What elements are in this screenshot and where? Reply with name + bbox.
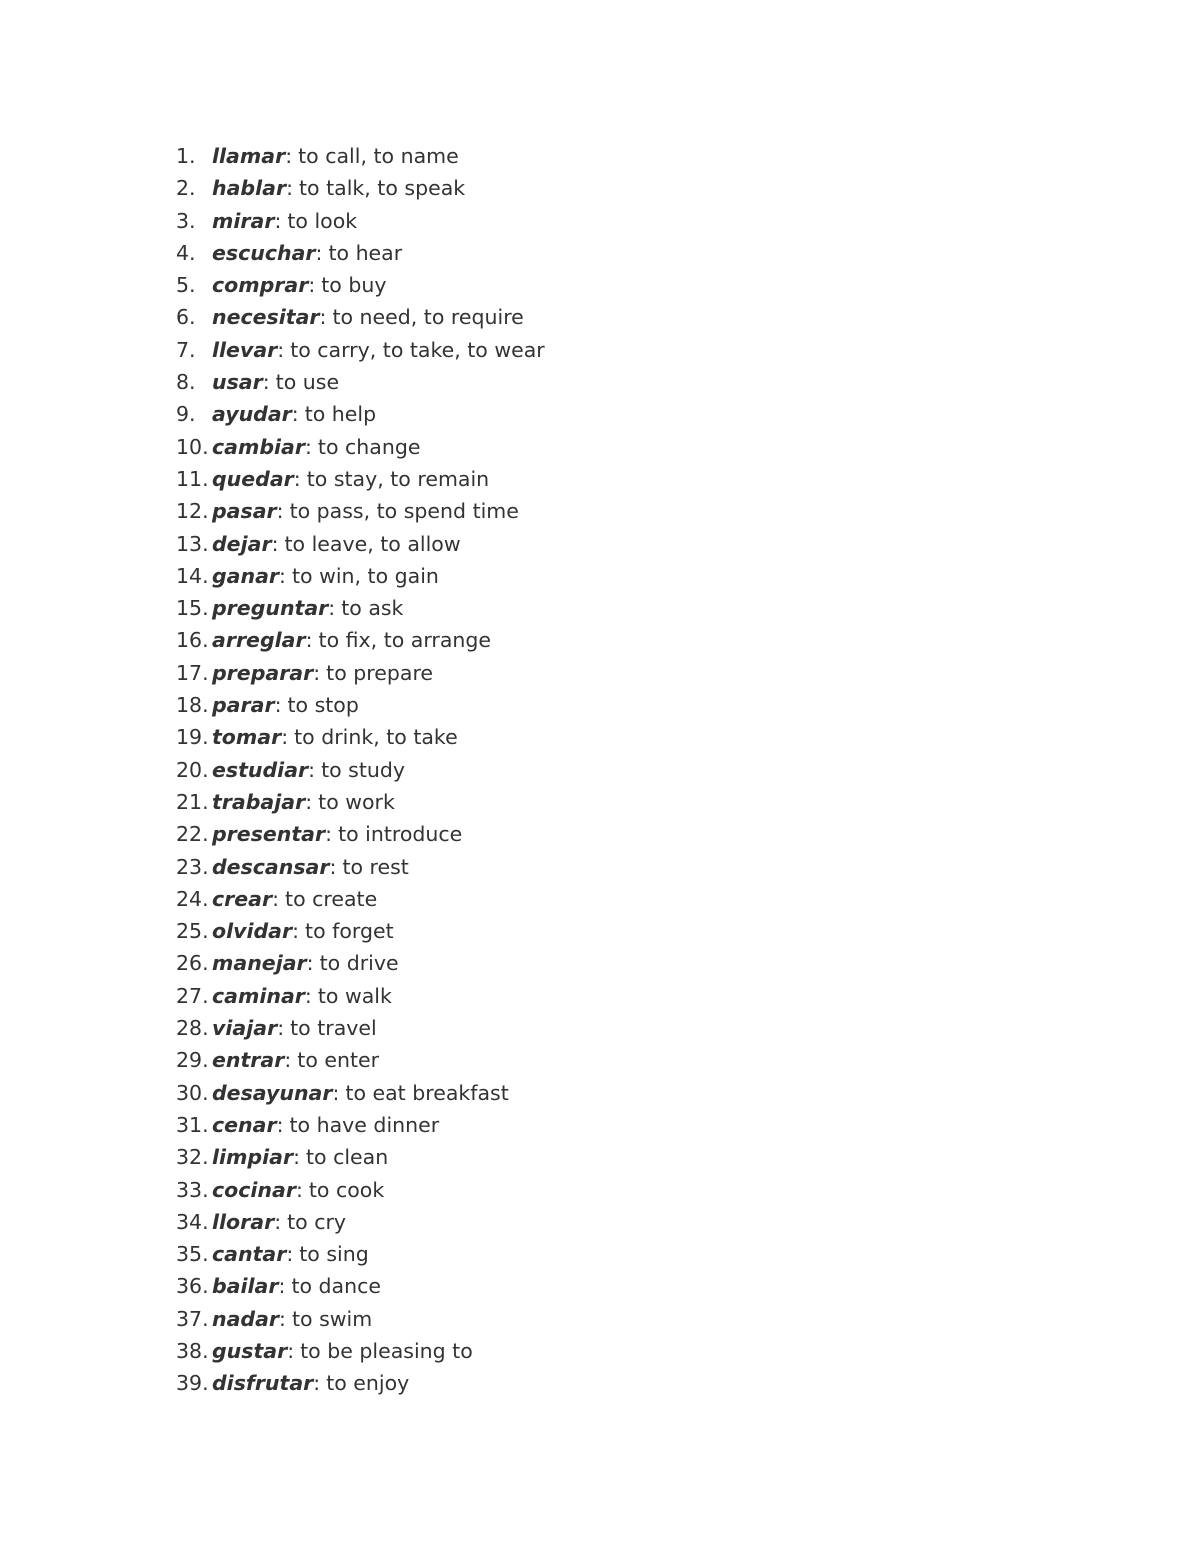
item-number: 36.: [176, 1274, 209, 1299]
separator-colon: :: [315, 240, 323, 265]
english-meaning: to drive: [319, 951, 399, 976]
separator-colon: :: [308, 273, 316, 298]
separator-colon: :: [325, 822, 333, 847]
list-item: [176, 1077, 545, 1109]
english-meaning: to have dinner: [289, 1112, 440, 1137]
item-number: 22.: [176, 822, 209, 847]
separator-colon: :: [277, 1016, 285, 1041]
item-number: 25.: [176, 919, 209, 944]
list-item: [176, 851, 545, 883]
spanish-verb: ayudar: [212, 402, 292, 427]
separator-colon: :: [277, 337, 285, 362]
item-number: 37.: [176, 1306, 209, 1331]
list-item: [176, 1174, 545, 1206]
item-number: 32.: [176, 1145, 209, 1170]
separator-colon: :: [305, 434, 312, 459]
item-number: 12.: [176, 499, 209, 524]
separator-colon: :: [304, 983, 312, 1008]
list-item: [176, 140, 545, 172]
spanish-verb: pasar: [212, 499, 277, 524]
spanish-verb: usar: [212, 370, 263, 395]
item-number: 39.: [176, 1371, 209, 1396]
separator-colon: :: [279, 563, 286, 588]
item-number: 16.: [176, 628, 209, 653]
list-item: [176, 721, 545, 753]
english-meaning: to eat breakfast: [345, 1080, 509, 1105]
separator-colon: :: [305, 789, 313, 814]
english-meaning: to introduce: [338, 822, 463, 847]
spanish-verb: necesitar: [212, 305, 320, 330]
english-meaning: to cook: [308, 1177, 385, 1202]
item-number: 18.: [176, 693, 209, 718]
item-number: 23.: [176, 854, 209, 879]
item-number: 1.: [176, 144, 196, 168]
item-number: 14.: [176, 563, 209, 588]
spanish-verb: preguntar: [212, 596, 329, 621]
list-item: [176, 1109, 545, 1141]
english-meaning: to change: [317, 434, 421, 459]
english-meaning: to hear: [328, 240, 403, 265]
separator-colon: :: [286, 1242, 294, 1267]
english-meaning: to enter: [297, 1048, 380, 1073]
english-meaning: to travel: [290, 1016, 377, 1041]
spanish-verb: mirar: [212, 208, 275, 233]
separator-colon: :: [262, 370, 270, 395]
english-meaning: to dance: [291, 1274, 381, 1299]
spanish-verb: presentar: [212, 822, 326, 847]
english-meaning: to forget: [305, 919, 394, 944]
separator-colon: :: [332, 1080, 340, 1105]
separator-colon: :: [286, 176, 293, 201]
separator-colon: :: [295, 1177, 303, 1202]
spanish-verb: entrar: [212, 1048, 285, 1073]
separator-colon: :: [293, 466, 301, 491]
separator-colon: :: [272, 886, 280, 911]
list-item: [176, 301, 545, 333]
item-number: 35.: [176, 1242, 209, 1267]
english-meaning: to swim: [291, 1306, 373, 1331]
item-number: 15.: [176, 596, 209, 621]
spanish-verb: llevar: [212, 337, 278, 362]
item-number: 29.: [176, 1048, 209, 1073]
item-number: 10.: [176, 434, 209, 459]
spanish-verb: viajar: [212, 1016, 278, 1041]
english-meaning: to clean: [305, 1145, 389, 1170]
separator-colon: :: [313, 660, 321, 685]
english-meaning: to drink, to take: [294, 725, 458, 750]
separator-colon: :: [274, 1209, 282, 1234]
item-number: 24.: [176, 886, 209, 911]
english-meaning: to study: [321, 757, 406, 782]
english-meaning: to work: [318, 789, 395, 814]
separator-colon: :: [278, 1274, 286, 1299]
list-item: [176, 269, 545, 301]
separator-colon: :: [274, 208, 282, 233]
list-item: [176, 431, 545, 463]
english-meaning: to ask: [341, 596, 404, 621]
spanish-verb: parar: [212, 693, 275, 718]
item-number: 4.: [176, 240, 196, 265]
english-meaning: to leave, to allow: [284, 531, 461, 556]
separator-colon: :: [292, 919, 300, 944]
list-item: [176, 1012, 545, 1044]
english-meaning: to stop: [287, 693, 359, 718]
list-item: [176, 1303, 545, 1335]
list-item: [176, 754, 545, 786]
english-meaning: to enjoy: [326, 1371, 410, 1396]
separator-colon: :: [319, 305, 327, 330]
item-number: 19.: [176, 725, 209, 750]
separator-colon: :: [293, 1145, 300, 1170]
spanish-verb: preparar: [212, 660, 314, 685]
item-number: 33.: [176, 1177, 209, 1202]
list-item: [176, 883, 545, 915]
spanish-verb: olvidar: [212, 919, 293, 944]
item-number: 13.: [176, 531, 209, 556]
english-meaning: to stay, to remain: [306, 466, 490, 491]
list-item: [176, 1141, 545, 1173]
spanish-verb: limpiar: [212, 1145, 294, 1170]
separator-colon: :: [274, 693, 282, 718]
separator-colon: :: [328, 596, 336, 621]
english-meaning: to be pleasing to: [300, 1338, 473, 1363]
separator-colon: :: [279, 1306, 286, 1331]
item-number: 31.: [176, 1112, 209, 1137]
separator-colon: :: [329, 854, 337, 879]
english-meaning: to walk: [317, 983, 392, 1008]
list-item: [176, 366, 545, 398]
spanish-verb: estudiar: [212, 757, 309, 782]
list-item: [176, 1238, 545, 1270]
spanish-verb: dejar: [212, 531, 272, 556]
separator-colon: :: [281, 725, 289, 750]
item-number: 28.: [176, 1016, 209, 1041]
item-number: 8.: [176, 370, 196, 395]
spanish-verb: crear: [212, 886, 273, 911]
english-meaning: to fix, to arrange: [318, 628, 492, 653]
item-number: 26.: [176, 951, 209, 976]
separator-colon: :: [305, 628, 313, 653]
list-item: [176, 495, 545, 527]
list-item: [176, 237, 545, 269]
item-number: 2.: [176, 176, 196, 201]
spanish-verb: ganar: [212, 563, 280, 588]
spanish-verb: quedar: [212, 466, 294, 491]
spanish-verb: nadar: [212, 1306, 280, 1331]
spanish-verb: cenar: [212, 1112, 277, 1137]
spanish-verb: caminar: [212, 983, 305, 1008]
list-item: [176, 915, 545, 947]
list-item: [176, 172, 545, 204]
item-number: 34.: [176, 1209, 209, 1234]
spanish-verb: manejar: [212, 951, 307, 976]
item-number: 5.: [176, 273, 196, 298]
english-meaning: to prepare: [326, 660, 434, 685]
english-meaning: to use: [275, 370, 340, 395]
english-meaning: to win, to gain: [291, 563, 439, 588]
verb-list: [176, 140, 545, 1400]
spanish-verb: arreglar: [212, 628, 306, 653]
separator-colon: :: [276, 499, 284, 524]
separator-colon: :: [291, 402, 299, 427]
list-item: [176, 1367, 545, 1399]
spanish-verb: cambiar: [212, 434, 305, 459]
list-item: [176, 1335, 545, 1367]
item-number: 20.: [176, 757, 209, 782]
english-meaning: to need, to require: [332, 305, 524, 330]
english-meaning: to pass, to spend time: [289, 499, 519, 524]
english-meaning: to create: [285, 886, 378, 911]
spanish-verb: bailar: [212, 1274, 279, 1299]
spanish-verb: gustar: [212, 1338, 288, 1363]
item-number: 30.: [176, 1080, 209, 1105]
separator-colon: :: [271, 531, 279, 556]
spanish-verb: cocinar: [212, 1177, 296, 1202]
item-number: 9.: [176, 402, 196, 427]
spanish-verb: tomar: [212, 725, 282, 750]
spanish-verb: escuchar: [212, 240, 316, 265]
list-item: [176, 689, 545, 721]
english-meaning: to cry: [287, 1209, 347, 1234]
spanish-verb: llamar: [212, 144, 286, 168]
spanish-verb: comprar: [212, 273, 309, 298]
item-number: 17.: [176, 660, 209, 685]
item-number: 11.: [176, 466, 209, 491]
list-item: [176, 592, 545, 624]
english-meaning: to talk, to speak: [299, 176, 466, 201]
item-number: 38.: [176, 1338, 209, 1363]
item-number: 6.: [176, 305, 196, 330]
list-item: [176, 624, 545, 656]
spanish-verb: desayunar: [212, 1080, 333, 1105]
list-item: [176, 947, 545, 979]
separator-colon: :: [285, 144, 293, 168]
separator-colon: :: [306, 951, 314, 976]
spanish-verb: descansar: [212, 854, 330, 879]
separator-colon: :: [308, 757, 316, 782]
english-meaning: to look: [287, 208, 358, 233]
list-item: [176, 1270, 545, 1302]
english-meaning: to sing: [299, 1242, 369, 1267]
spanish-verb: hablar: [212, 176, 287, 201]
english-meaning: to carry, to take, to wear: [290, 337, 545, 362]
list-item: [176, 334, 545, 366]
list-item: [176, 463, 545, 495]
list-item: [176, 1044, 545, 1076]
separator-colon: :: [313, 1371, 321, 1396]
separator-colon: :: [287, 1338, 295, 1363]
list-item: [176, 560, 545, 592]
list-item: [176, 818, 545, 850]
item-number: 3.: [176, 208, 196, 233]
english-meaning: to rest: [342, 854, 409, 879]
spanish-verb: llorar: [212, 1209, 275, 1234]
list-item: [176, 1206, 545, 1238]
english-meaning: to buy: [321, 273, 387, 298]
english-meaning: to help: [304, 402, 377, 427]
list-item: [176, 786, 545, 818]
spanish-verb: cantar: [212, 1242, 287, 1267]
list-item: [176, 398, 545, 430]
english-meaning: to call, to name: [298, 144, 459, 168]
list-item: [176, 205, 545, 237]
list-item: [176, 980, 545, 1012]
spanish-verb: disfrutar: [212, 1371, 314, 1396]
separator-colon: :: [284, 1048, 292, 1073]
item-number: 21.: [176, 789, 209, 814]
item-number: 7.: [176, 337, 196, 362]
list-item: [176, 657, 545, 689]
item-number: 27.: [176, 983, 209, 1008]
separator-colon: :: [276, 1112, 284, 1137]
list-item: [176, 528, 545, 560]
spanish-verb: trabajar: [212, 789, 306, 814]
